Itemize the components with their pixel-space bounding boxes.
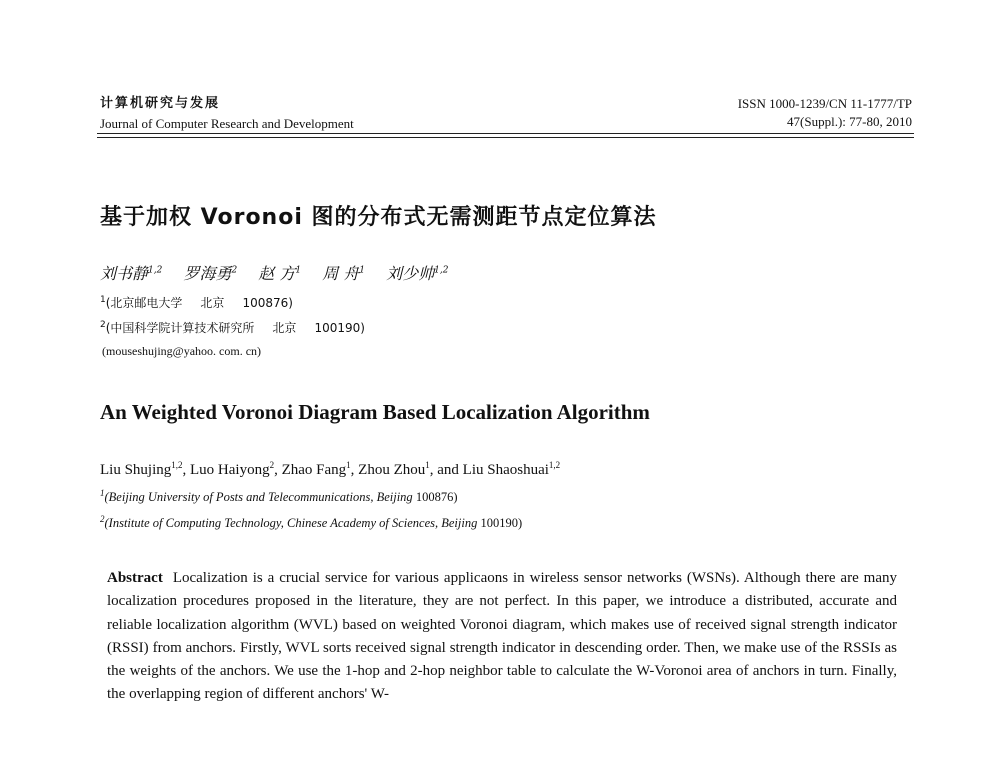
affiliation-cn-2: $^2$(中国科学院计算技术研究所 北京 100190)	[100, 320, 365, 335]
author-cn: 周 舟$^1$	[322, 264, 366, 283]
abstract-text: Localization is a crucial service for various applicaons in wireless sensor networks (WSNs). Although there are many localization procedures proposed in the literature, they are not perfect. In this paper, we introduce a distributed, accurate and reliable localization algorithm (WVL) based on weighted Voronoi diagram, which makes use of received signal strength indicator (RSSI) from anchors. Firstly, WVL sorts received signal strength indicator in descending order. Then, we make use of the RSSIs as the weights of the anchors. We use the 1-hop and 2-hop neighbor table to calculate the W-Voronoi area of anchors in turn. Finally, the overlapping region of different anchors' W-	[107, 570, 897, 703]
title-cn: 基于加权 Voronoi 图的分布式无需测距节点定位算法	[100, 205, 657, 230]
author-en: Liu Shujing$^{1,2}$,	[100, 460, 191, 478]
issn: ISSN 1000-1239/CN 11-1777/TP	[737, 96, 912, 111]
authors-en	[100, 462, 560, 479]
title-en: An Weighted Voronoi Diagram Based Localization Algorithm	[100, 400, 650, 424]
affiliation-cn-1: $^1$(北京邮电大学 北京 100876)	[100, 295, 293, 310]
abstract	[107, 567, 897, 707]
header-rule	[97, 133, 914, 134]
journal-name-cn: 计算机研究与发展	[100, 96, 221, 111]
author-cn: 刘少帅$^{1,2}$	[386, 264, 449, 283]
author-cn: 刘书静$^{1,2}$	[100, 264, 163, 283]
abstract-label: Abstract	[107, 570, 163, 586]
affiliation-en-2: $^2$(Institute of Computing Technology, Chinese Academy of Sciences, Beijing 100190)	[100, 513, 523, 530]
issue-info: 47(Suppl.): 77-80, 2010	[787, 114, 912, 129]
affiliation-en-1: $^1$(Beijing University of Posts and Telecommunications, Beijing 100876)	[100, 487, 458, 504]
journal-header	[100, 95, 354, 132]
author-en: Zhou Zhou$^1$, and	[358, 460, 463, 478]
journal-name-en: Journal of Computer Research and Development	[100, 116, 354, 131]
author-cn: 赵 方$^1$	[258, 264, 302, 283]
author-en: Zhao Fang$^1$,	[281, 460, 359, 478]
header-rule-thin	[97, 137, 914, 138]
author-en: Liu Shaoshuai$^{1,2}$	[462, 460, 561, 478]
author-cn: 罗海勇$^2$	[183, 264, 238, 283]
authors-cn	[100, 261, 464, 284]
author-en: Luo Haiyong$^2$,	[190, 460, 282, 478]
journal-meta	[738, 95, 912, 131]
author-email: (mouseshujing@yahoo. com. cn)	[102, 344, 262, 358]
